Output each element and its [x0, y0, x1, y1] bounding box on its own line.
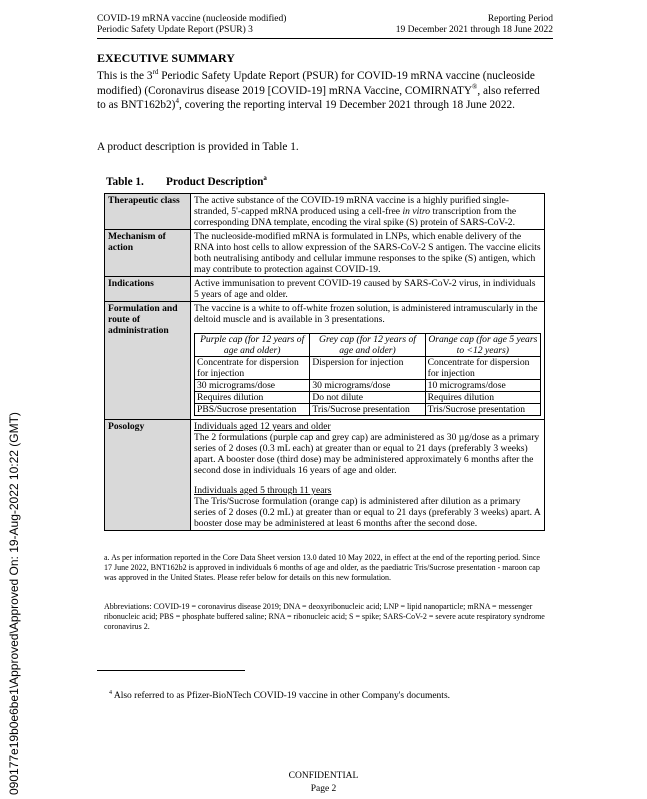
row-label-posology: Posology	[105, 420, 191, 531]
caps-cell: Concentrate for dispersion for injection	[195, 357, 310, 380]
caps-cell: 30 micrograms/dose	[195, 380, 310, 392]
spacer	[194, 476, 541, 485]
caps-cell: Tris/Sucrose presentation	[425, 404, 540, 416]
cell-text: The active substance of the COVID-19 mRNA vaccine is a highly purified single-stranded, 5'-capped mRNA produced using a cell-free	[194, 195, 509, 217]
row-label-therapeutic-class: Therapeutic class	[105, 194, 191, 230]
table-row	[105, 230, 545, 277]
table-title: Product Description	[166, 175, 264, 188]
purple-cap-header: Purple cap (for 12 years of age and older)	[195, 334, 310, 357]
header-period-dates: 19 December 2021 through 18 June 2022	[395, 25, 553, 35]
grey-cap-header: Grey cap (for 12 years of age and older)	[310, 334, 425, 357]
caps-cell: Dispersion for injection	[310, 357, 425, 380]
table-row	[105, 420, 545, 531]
caps-header-row	[195, 334, 541, 357]
formulation-text: The vaccine is a white to off-white frozen solution, is administered intramuscularly in the deltoid muscle and is available in 3 presentations.	[194, 303, 538, 325]
row-label-indications: Indications	[105, 277, 191, 302]
footnote-reference[interactable]: 4	[175, 97, 179, 106]
caps-cell: 10 micrograms/dose	[425, 380, 540, 392]
abbreviations: Abbreviations: COVID-19 = coronavirus disease 2019; DNA = deoxyribonucleic acid; LNP = lipid nanoparticle; mRNA = messenger ribonucleic acid; PBS = phosphate buffered saline; RNA = ribonucleic acid; S = spike; SARS-CoV-2 = severe acute respiratory syndrome coronavirus 2.	[104, 602, 545, 631]
product-description-table	[104, 193, 545, 531]
caps-cell: Concentrate for dispersion for injection	[425, 357, 540, 380]
intro-text-3: , also referred to as BNT162b2)	[97, 84, 540, 111]
table-number: Table 1.	[106, 175, 144, 188]
formulation-cell	[191, 302, 545, 420]
caps-row	[195, 357, 541, 380]
approval-stamp: 090177e19b0e6be1\Approved\Approved On: 19-Aug-2022 10:22 (GMT)	[7, 412, 21, 795]
ordinal-superscript: rd	[152, 68, 159, 77]
table-footnote: a. As per information reported in the Core Data Sheet version 13.0 dated 10 May 2022, in effect at the end of the reporting period. Since 17 June 2022, BNT162b2 is approved in individuals 6 months of age and older, as the paediatric Tris/Sucrose presentation - maroon cap was approved in the United States. Please refer below for details on this new formulation.	[104, 553, 540, 582]
caps-cell: Requires dilution	[425, 392, 540, 404]
intro-text-2: Periodic Safety Update Report (PSUR) for COVID-19 mRNA vaccine (nucleoside modified) (Coronavirus disease 2019 [COVID-19] mRNA Vaccine, COMIRNATY	[97, 70, 535, 97]
orange-cap-header: Orange cap (for age 5 years to <12 years)	[425, 334, 540, 357]
caps-row	[195, 392, 541, 404]
caps-cell: Requires dilution	[195, 392, 310, 404]
posology-cell	[191, 420, 545, 531]
intro-text-4: , covering the reporting interval 19 December 2021 through 18 June 2022.	[178, 99, 515, 111]
posology-text-children: The Tris/Sucrose formulation (orange cap) is administered after dilution as a primary series of 2 doses (0.2 mL) at greater than or equal to 21 days (preferably 3 weeks) apart. A booster dose may be administered at least 6 months after the second dose.	[194, 496, 541, 529]
indications-cell: Active immunisation to prevent COVID-19 caused by SARS-CoV-2 virus, in individuals 5 years of age and older.	[191, 277, 545, 302]
confidential-label: CONFIDENTIAL	[288, 771, 359, 781]
registered-mark: ®	[472, 82, 478, 91]
header-period-label: Reporting Period	[487, 14, 553, 24]
caps-row	[195, 380, 541, 392]
caps-cell: PBS/Sucrose presentation	[195, 404, 310, 416]
page-footnote	[109, 690, 450, 701]
cap-presentations-table	[194, 333, 541, 416]
footnote-text: Also referred to as Pfizer-BioNTech COVID-19 vaccine in other Company's documents.	[112, 691, 451, 702]
table-row	[105, 302, 545, 420]
posology-heading-adults: Individuals aged 12 years and older	[194, 421, 331, 432]
caps-cell: Tris/Sucrose presentation	[310, 404, 425, 416]
page-footer	[0, 770, 647, 796]
caps-row	[195, 404, 541, 416]
row-label-mechanism: Mechanism of action	[105, 230, 191, 277]
description-line: A product description is provided in Table 1.	[97, 141, 299, 153]
footnote-marker: 4	[109, 690, 112, 696]
row-label-formulation: Formulation and route of administration	[105, 302, 191, 420]
therapeutic-class-cell	[191, 194, 545, 230]
footnote-rule	[97, 670, 245, 671]
intro-paragraph	[97, 69, 547, 113]
table-caption	[106, 174, 267, 188]
cell-italic-text: in vitro	[402, 206, 431, 217]
posology-text-adults: The 2 formulations (purple cap and grey cap) are administered as 30 µg/dose as a primary series of 2 doses (0.3 mL each) at greater than or equal to 21 days (preferably 3 weeks) apart. A booster dose (third dose) may be administered approximately 6 months after the second dose in individuals 16 years of age and older.	[194, 432, 540, 476]
header-report: Periodic Safety Update Report (PSUR) 3	[97, 25, 253, 35]
table-footnote-marker: a	[263, 174, 267, 182]
caps-cell: 30 micrograms/dose	[310, 380, 425, 392]
intro-text-1: This is the 3	[97, 70, 153, 82]
header-product: COVID-19 mRNA vaccine (nucleoside modified)	[97, 14, 287, 24]
caps-cell: Do not dilute	[310, 392, 425, 404]
running-header	[97, 14, 553, 36]
table-row	[105, 194, 545, 230]
cell-text: transcription from the corresponding DNA template, encoding the viral spike (S) protein of SARS-CoV-2.	[194, 206, 517, 228]
header-rule	[97, 38, 553, 39]
page-number: Page 2	[310, 784, 337, 794]
mechanism-cell: The nucleoside-modified mRNA is formulated in LNPs, which enable delivery of the RNA into host cells to allow expression of the SARS-CoV-2 S antigen. The vaccine elicits both neutralising antibody and cellular immune responses to the spike (S) antigen, which may contribute to protection against COVID-19.	[191, 230, 545, 277]
table-row	[105, 277, 545, 302]
section-title: EXECUTIVE SUMMARY	[97, 51, 235, 65]
posology-heading-children: Individuals aged 5 through 11 years	[194, 485, 332, 496]
